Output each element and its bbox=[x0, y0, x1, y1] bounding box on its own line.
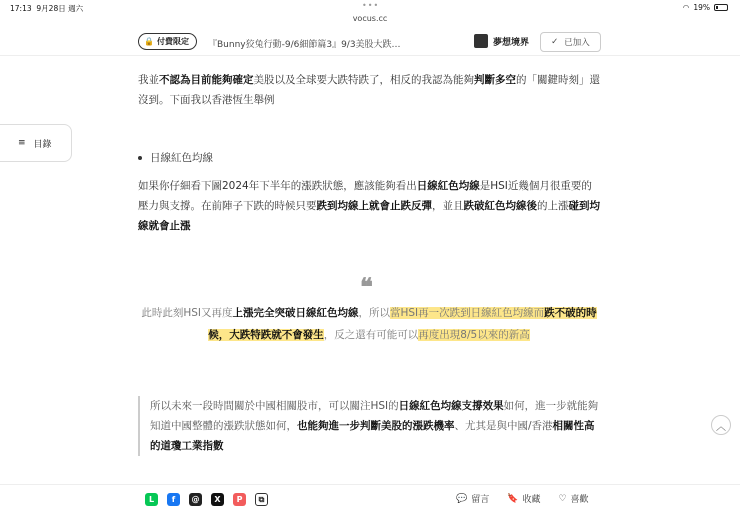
check-icon: ✓ bbox=[551, 37, 559, 47]
scroll-top-button[interactable] bbox=[711, 415, 731, 435]
text-segment: 跌不破的時候，大跌特跌就不會發生 bbox=[208, 307, 597, 341]
comment-button[interactable]: 💬 留言 bbox=[456, 493, 490, 505]
text-segment: 我並 bbox=[138, 74, 159, 86]
paid-badge: 🔒 付費限定 bbox=[138, 33, 197, 50]
like-button[interactable]: ♡ 喜歡 bbox=[558, 493, 589, 505]
facebook-icon[interactable]: f bbox=[167, 493, 180, 506]
text-segment: 不認為目前能夠確定 bbox=[159, 74, 254, 86]
text-segment: 跌破紅色均線後 bbox=[463, 200, 537, 212]
text-segment: 也能夠進一步判斷美股的漲跌機率 bbox=[297, 420, 455, 432]
plurk-icon[interactable]: P bbox=[233, 493, 246, 506]
text-segment: 的「關鍵時刻」還沒到。下面我以香港恆生舉例 bbox=[138, 74, 600, 106]
quote-icon: ❝ bbox=[360, 272, 373, 301]
copy-icon[interactable]: ⧉ bbox=[255, 493, 268, 506]
status-bar bbox=[0, 0, 740, 14]
toc-button[interactable] bbox=[0, 124, 72, 162]
x-icon[interactable]: X bbox=[211, 493, 224, 506]
blockquote bbox=[138, 396, 600, 456]
author[interactable] bbox=[474, 34, 529, 48]
more-dots-icon[interactable]: ••• bbox=[362, 1, 380, 10]
text-segment: ，反之還有可能可以 bbox=[323, 329, 419, 341]
text-segment: 日線紅色均線 bbox=[416, 180, 480, 192]
text-segment: 再度出現8/5以來的新高 bbox=[418, 329, 530, 341]
header-title: 『Bunny狡兔行動-9/6細節篇3』9/3美股大跌… bbox=[208, 40, 401, 50]
joined-button[interactable]: ✓ 已加入 bbox=[540, 32, 601, 52]
article-header bbox=[0, 28, 740, 56]
chevron-up-icon: ︿ bbox=[716, 421, 726, 433]
text-segment: ，並且 bbox=[432, 200, 464, 212]
wifi-icon: ◠ bbox=[682, 3, 690, 12]
share-icons bbox=[145, 493, 268, 506]
text-segment: 是HSI近幾個月很重要的壓力與支撐。在前陣子下跌的時候只要 bbox=[138, 180, 592, 212]
threads-icon[interactable]: @ bbox=[189, 493, 202, 506]
text-segment: 、尤其是與中國/香港 bbox=[454, 420, 553, 432]
text-segment: 如何，進一步就能夠知道中國整體的漲跌狀態如何， bbox=[150, 400, 599, 432]
text-segment: 跌到均線上就會止跌反彈 bbox=[316, 200, 432, 212]
bottom-bar bbox=[0, 484, 740, 514]
bullet-item bbox=[138, 148, 213, 168]
text-segment: 的上漲 bbox=[537, 200, 569, 212]
toc-label: 目錄 bbox=[33, 139, 52, 150]
author-name[interactable]: 夢想境界 bbox=[493, 37, 530, 48]
text-segment: 判斷多空 bbox=[474, 74, 516, 86]
bullet-text: 日線紅色均線 bbox=[150, 152, 213, 164]
text-segment: 所以未來一段時間關於中國相關股市，可以關注HSI的 bbox=[150, 400, 399, 412]
avatar[interactable] bbox=[474, 34, 488, 48]
heart-icon: ♡ bbox=[558, 493, 567, 504]
paragraph-1 bbox=[138, 70, 600, 110]
pull-quote bbox=[138, 302, 600, 346]
text-segment: 碰到均線就會止漲 bbox=[138, 200, 600, 232]
action-buttons bbox=[456, 492, 589, 505]
battery-icon bbox=[714, 4, 728, 11]
paragraph-2 bbox=[138, 176, 600, 236]
text-segment: 此時此刻HSI又再度 bbox=[141, 307, 233, 319]
bookmark-icon: 🔖 bbox=[507, 493, 519, 504]
text-segment: 如果你仔細看下圖2024年下半年的漲跌狀態，應該能夠看出 bbox=[138, 180, 417, 192]
save-button[interactable]: 🔖 收藏 bbox=[507, 493, 541, 505]
text-segment: 相關性高的道瓊工業指數 bbox=[150, 420, 595, 452]
battery-percent: 19% bbox=[693, 3, 710, 12]
text-segment: 當HSI再一次跌到日線紅色均線而 bbox=[390, 307, 545, 319]
line-icon[interactable]: L bbox=[145, 493, 158, 506]
text-segment: 美股以及全球要大跌特跌了，相反的我認為能夠 bbox=[253, 74, 474, 86]
status-time: 17:13 9月28日 週六 bbox=[10, 4, 84, 13]
text-segment: 上漲完全突破日線紅色均線 bbox=[232, 307, 359, 319]
bullet-dot bbox=[138, 156, 142, 160]
lock-icon: 🔒 bbox=[144, 37, 154, 46]
list-icon: ≡ bbox=[18, 138, 26, 148]
url-bar[interactable]: vocus.cc bbox=[352, 14, 388, 23]
status-right bbox=[683, 3, 728, 12]
text-segment: 日線紅色均線支撐效果 bbox=[398, 400, 504, 412]
text-segment: ，所以 bbox=[358, 307, 390, 319]
comment-icon: 💬 bbox=[456, 493, 468, 504]
